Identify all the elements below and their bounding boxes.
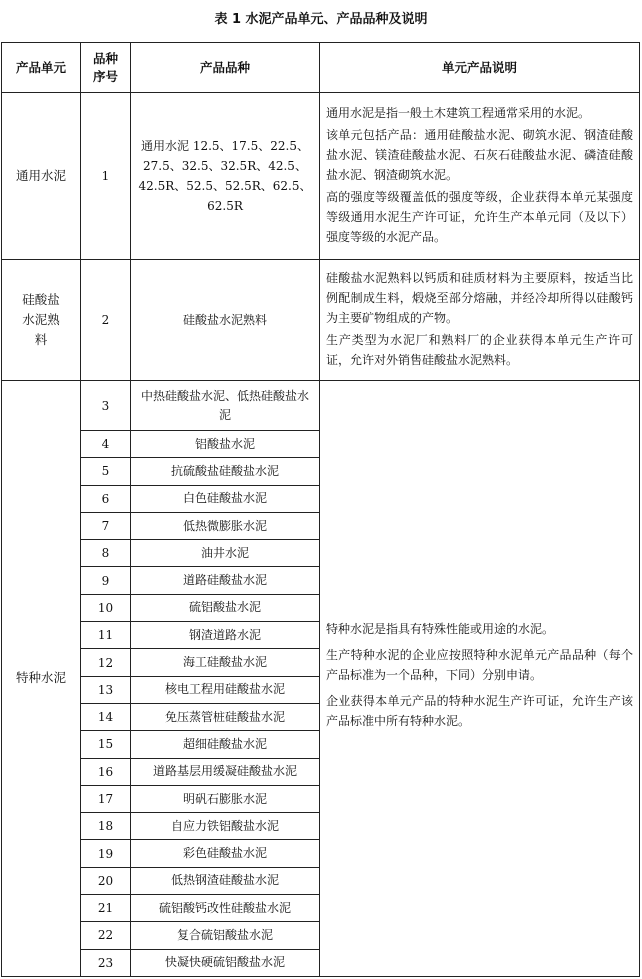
product-cell: 海工硅酸盐水泥 — [131, 649, 320, 676]
seq-cell: 18 — [81, 813, 131, 840]
product-cell — [131, 93, 320, 260]
product-cell: 超细硅酸盐水泥 — [131, 731, 320, 758]
desc-paragraph: 通用水泥是指一般土木建筑工程通常采用的水泥。 — [326, 106, 591, 120]
product-cell: 中热硅酸盐水泥、低热硅酸盐水泥 — [131, 381, 320, 431]
seq-cell: 19 — [81, 840, 131, 867]
product-cell: 硫铝酸盐水泥 — [131, 594, 320, 621]
seq-cell: 23 — [81, 949, 131, 976]
header-row — [2, 43, 640, 93]
table-row — [2, 381, 640, 431]
product-cell: 硅酸盐水泥熟料 — [131, 260, 320, 381]
header-seq — [81, 43, 131, 93]
seq-cell: 17 — [81, 785, 131, 812]
seq-cell: 21 — [81, 895, 131, 922]
product-cell: 明矾石膨胀水泥 — [131, 785, 320, 812]
desc-paragraph: 该单元包括产品：通用硅酸盐水泥、砌筑水泥、钢渣硅酸盐水泥、镁渣硅酸盐水泥、石灰石硅酸盐水泥、磷渣硅酸盐水泥、钢渣砌筑水泥。 — [326, 128, 633, 182]
header-desc: 单元产品说明 — [320, 43, 640, 93]
seq-cell: 11 — [81, 622, 131, 649]
unit-cell: 特种水泥 — [2, 381, 81, 977]
seq-cell: 4 — [81, 431, 131, 458]
unit-text: 硅酸盐水泥熟料 — [22, 292, 60, 347]
desc-paragraph: 硅酸盐水泥熟料以钙质和硅质材料为主要原料，按适当比例配制成生料，煅烧至部分熔融，并经冷却所得以硅酸钙为主要矿物组成的产物。 — [326, 271, 633, 325]
product-cell: 抗硫酸盐硅酸盐水泥 — [131, 458, 320, 485]
product-cell: 免压蒸管桩硅酸盐水泥 — [131, 703, 320, 730]
seq-cell: 15 — [81, 731, 131, 758]
seq-cell: 5 — [81, 458, 131, 485]
product-cell: 低热微膨胀水泥 — [131, 512, 320, 539]
unit-cell — [2, 260, 81, 381]
desc-cell — [320, 381, 640, 977]
product-cell: 油井水泥 — [131, 540, 320, 567]
desc-cell — [320, 260, 640, 381]
header-unit: 产品单元 — [2, 43, 81, 93]
product-cell: 快凝快硬硫铝酸盐水泥 — [131, 949, 320, 976]
product-cell: 硫铝酸钙改性硅酸盐水泥 — [131, 895, 320, 922]
seq-cell: 14 — [81, 703, 131, 730]
table-title: 表 1 水泥产品单元、产品品种及说明 — [214, 12, 428, 27]
product-cell: 自应力铁铝酸盐水泥 — [131, 813, 320, 840]
desc-cell — [320, 93, 640, 260]
seq-cell: 13 — [81, 676, 131, 703]
seq-cell: 20 — [81, 867, 131, 894]
product-text: 通用水泥 12.5、17.5、22.5、27.5、32.5、32.5R、42.5、42.5R、52.5、52.5R、62.5、62.5R — [138, 139, 312, 213]
product-cell: 白色硅酸盐水泥 — [131, 485, 320, 512]
seq-cell: 6 — [81, 485, 131, 512]
header-seq-label: 品种序号 — [92, 50, 118, 84]
seq-cell: 10 — [81, 594, 131, 621]
seq-cell: 7 — [81, 512, 131, 539]
seq-cell: 16 — [81, 758, 131, 785]
product-cell: 钢渣道路水泥 — [131, 622, 320, 649]
desc-paragraph: 企业获得本单元产品的特种水泥生产许可证，允许生产该产品标准中所有特种水泥。 — [326, 694, 633, 729]
seq-cell: 2 — [81, 260, 131, 381]
desc-paragraph: 特种水泥是指具有特殊性能或用途的水泥。 — [326, 622, 555, 637]
seq-cell: 9 — [81, 567, 131, 594]
product-cell: 铝酸盐水泥 — [131, 431, 320, 458]
header-product: 产品品种 — [131, 43, 320, 93]
desc-paragraph: 生产类型为水泥厂和熟料厂的企业获得本单元生产许可证，允许对外销售硅酸盐水泥熟料。 — [326, 333, 633, 367]
product-cell: 道路硅酸盐水泥 — [131, 567, 320, 594]
table-row — [2, 93, 640, 260]
seq-cell: 3 — [81, 381, 131, 431]
product-cell: 道路基层用缓凝硅酸盐水泥 — [131, 758, 320, 785]
desc-paragraph: 生产特种水泥的企业应按照特种水泥单元产品品种（每个产品标准为一个品种，下同）分别申请。 — [326, 648, 633, 683]
product-cell: 核电工程用硅酸盐水泥 — [131, 676, 320, 703]
seq-cell: 1 — [81, 93, 131, 260]
seq-cell: 22 — [81, 922, 131, 949]
product-cell: 低热钢渣硅酸盐水泥 — [131, 867, 320, 894]
product-cell: 彩色硅酸盐水泥 — [131, 840, 320, 867]
special-cement-section — [2, 381, 640, 977]
product-cell: 复合硫铝酸盐水泥 — [131, 922, 320, 949]
cement-product-table — [1, 42, 640, 977]
seq-cell: 8 — [81, 540, 131, 567]
desc-paragraph: 高的强度等级覆盖低的强度等级，企业获得本单元某强度等级通用水泥生产许可证，允许生产本单元同（及以下）强度等级的水泥产品。 — [326, 190, 633, 244]
table-row — [2, 260, 640, 381]
unit-cell: 通用水泥 — [2, 93, 81, 260]
seq-cell: 12 — [81, 649, 131, 676]
